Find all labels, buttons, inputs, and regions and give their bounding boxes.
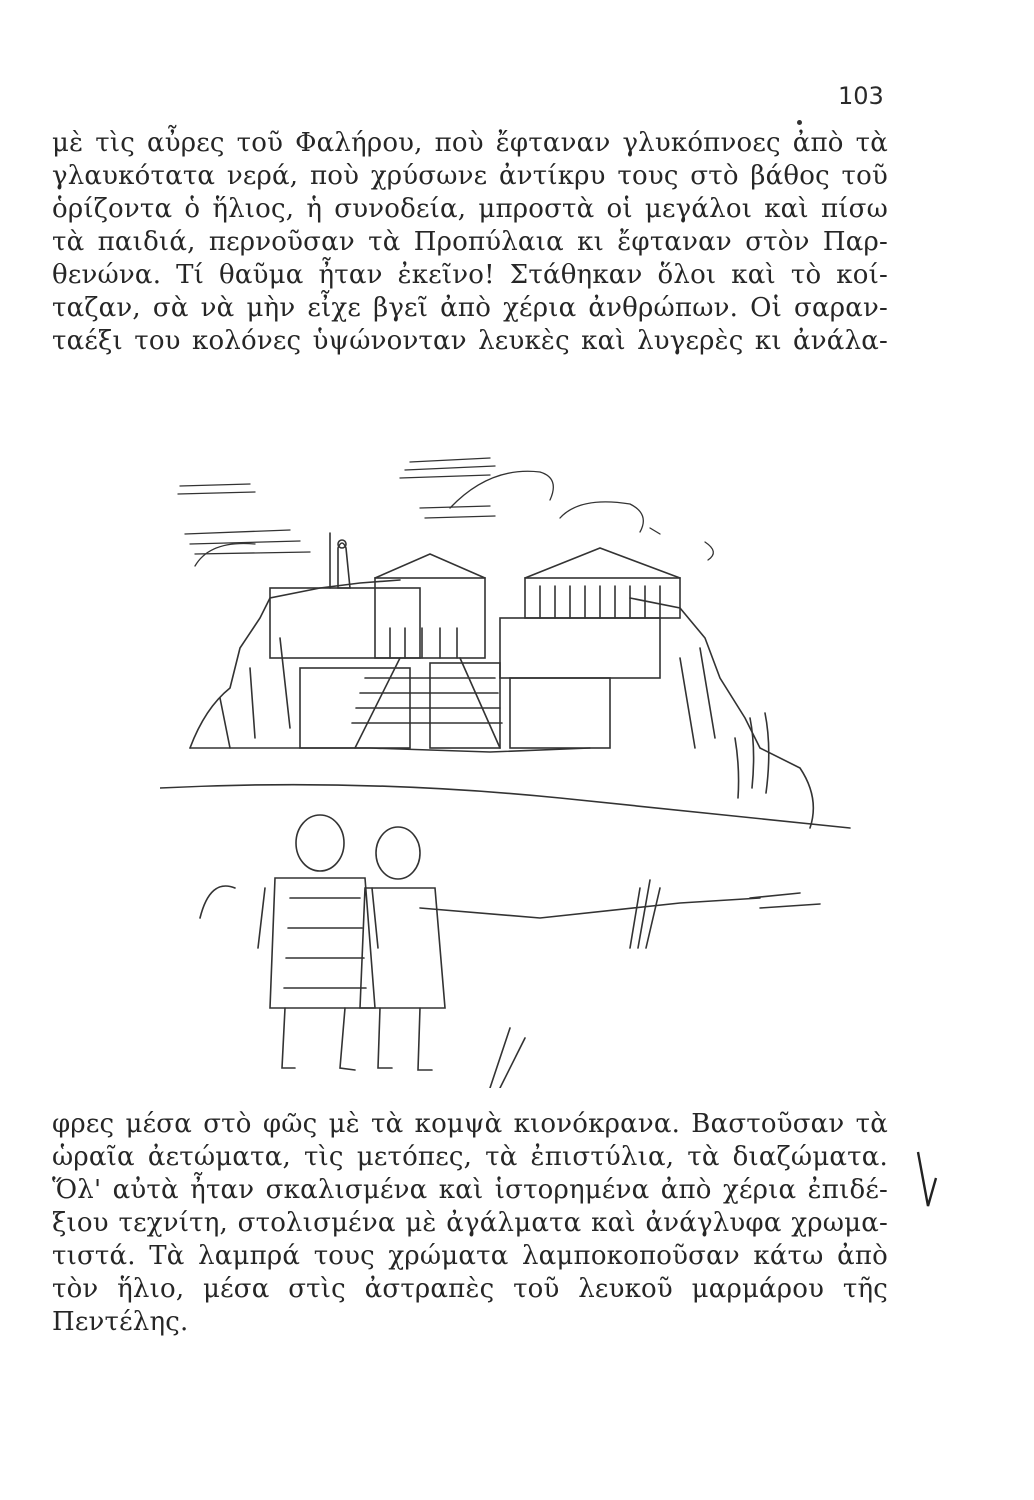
parthenon: [500, 548, 680, 748]
sky-lines: [178, 458, 713, 566]
paragraph-top: [52, 127, 888, 358]
text-line: τιστά. Τὰ λαμπρά τους χρώματα λαμποκοποῦσαν κάτω ἀπὸ: [52, 1241, 888, 1271]
text-line: τὸν ἥλιο, μέσα στὶς ἀστραπὲς τοῦ λευκοῦ μαρμάρου τῆς: [52, 1274, 888, 1304]
paragraph-bottom: [52, 1108, 888, 1339]
propylaea: [270, 554, 502, 748]
cypress-trees: [735, 713, 769, 798]
text-line: Ὅλ' αὐτὰ ἦταν σκαλισμένα καὶ ἱστορημένα ἀπὸ χέρια ἐπιδέ-: [52, 1175, 888, 1205]
text-line: φρες μέσα στὸ φῶς μὲ τὰ κομψὰ κιονόκρανα. Βαστοῦσαν τὰ: [52, 1109, 888, 1139]
text-line: ταέξι του κολόνες ὑψώνονταν λευκὲς καὶ λυγερὲς κι ἀνάλα-: [52, 326, 888, 356]
margin-check-mark: [912, 1148, 942, 1212]
ground: [160, 785, 850, 1088]
text-line: ὡραῖα ἀετώματα, τὶς μετόπες, τὰ ἐπιστύλια, τὰ διαζώματα.: [52, 1142, 888, 1172]
athena-statue: [330, 533, 350, 588]
text-line: ξιου τεχνίτη, στολισμένα μὲ ἀγάλματα καὶ ἀνάγλυφα χρωμα-: [52, 1208, 888, 1238]
acropolis-illustration: [160, 448, 860, 1088]
page-number: 103: [838, 82, 884, 110]
text-line: θενώνα. Τί θαῦμα ἦταν ἐκεῖνο! Στάθηκαν ὅλοι καὶ τὸ κοί-: [52, 260, 888, 290]
text-line: τὰ παιδιά, περνοῦσαν τὰ Προπύλαια κι ἔφταναν στὸν Παρ-: [52, 227, 888, 257]
ink-dot: [797, 120, 802, 125]
text-line: γλαυκότατα νερά, ποὺ χρύσωνε ἀντίκρυ τους στὸ βάθος τοῦ: [52, 161, 888, 191]
text-line: Πεντέλης.: [52, 1307, 189, 1337]
text-line: ταζαν, σὰ νὰ μὴν εἶχε βγεῖ ἀπὸ χέρια ἀνθρώπων. Οἱ σαραν-: [52, 293, 888, 323]
text-line: μὲ τὶς αὖρες τοῦ Φαλήρου, ποὺ ἔφταναν γλυκόπνοες ἀπὸ τὰ: [52, 128, 888, 158]
text-line: ὁρίζοντα ὁ ἥλιος, ἡ συνοδεία, μπροστὰ οἱ μεγάλοι καὶ πίσω: [52, 194, 888, 224]
boys-figures: [258, 815, 445, 1070]
